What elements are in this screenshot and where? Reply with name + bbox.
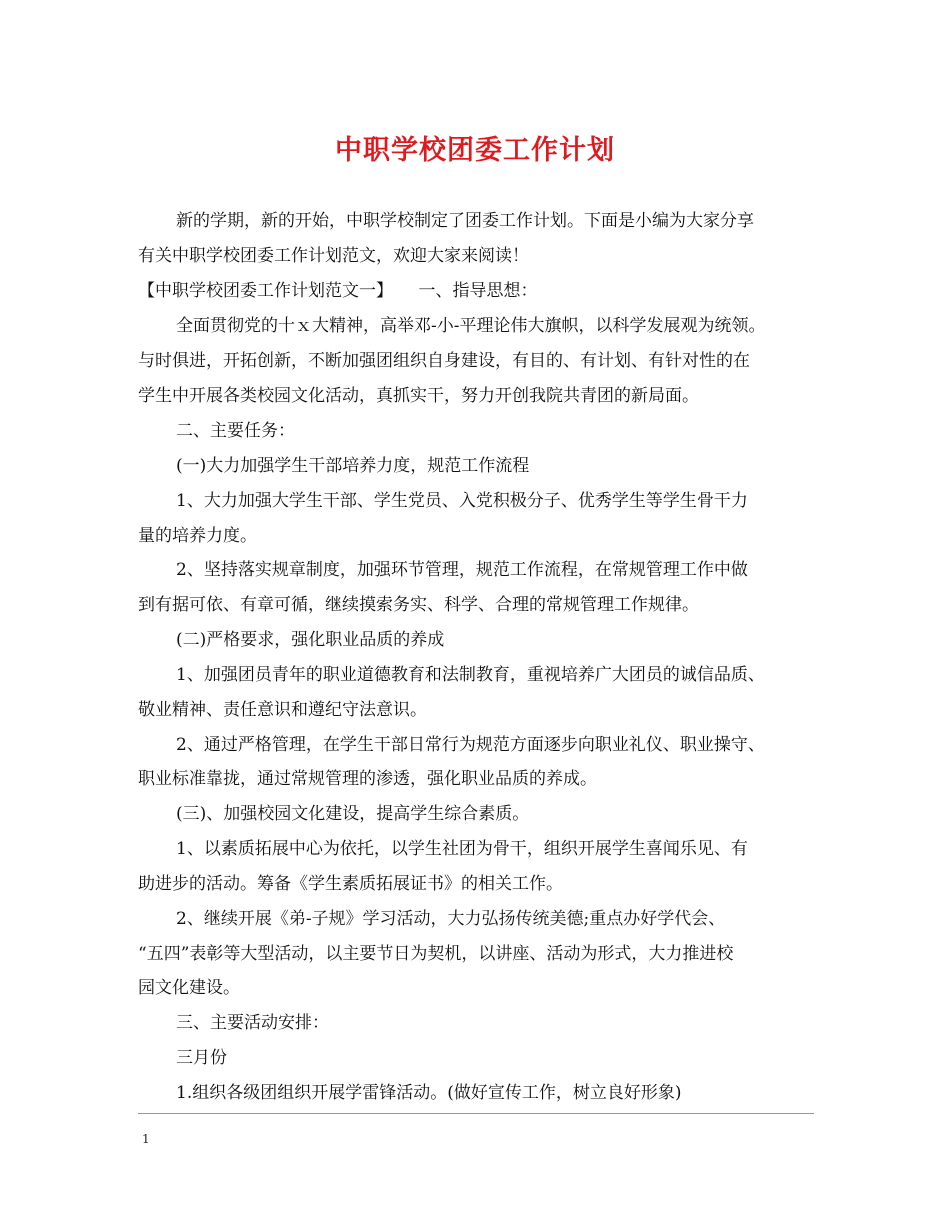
body-line: 2、继续开展《弟-子规》学习活动，大力弘扬传统美德;重点办好学代会、: [176, 909, 726, 929]
body-line: 助进步的活动。筹备《学生素质拓展证书》的相关工作。: [138, 874, 563, 894]
body-line: 1、加强团员青年的职业道德教育和法制教育，重视培养广大团员的诚信品质、: [176, 665, 765, 685]
body-line: 【中职学校团委工作计划范文一】 一、指导思想：: [138, 281, 538, 301]
month-heading: 三月份: [176, 1048, 227, 1068]
body-line: 1.组织各级团组织开展学雷锋活动。(做好宣传工作，树立良好形象): [176, 1083, 682, 1103]
body-line: 1、大力加强大学生干部、学生党员、入党积极分子、优秀学生等学生骨干力: [176, 491, 748, 511]
subsection-heading: (一)大力加强学生干部培养力度，规范工作流程: [176, 456, 530, 476]
body-line: 全面贯彻党的十ｘ大精神，高举邓-小-平理论伟大旗帜，以科学发展观为统领。: [176, 316, 766, 336]
footer-divider: [138, 1113, 814, 1114]
section-heading: 三、主要活动安排：: [176, 1013, 329, 1033]
subsection-heading: (二)严格要求，强化职业品质的养成: [176, 630, 445, 650]
body-line: 园文化建设。: [138, 978, 240, 998]
body-line: 学生中开展各类校园文化活动，真抓实干，努力开创我院共青团的新局面。: [138, 386, 699, 406]
body-line: 2、通过严格管理，在学生干部日常行为规范方面逐步向职业礼仪、职业操守、: [176, 735, 765, 755]
body-line: 1、以素质拓展中心为依托，以学生社团为骨干，组织开展学生喜闻乐见、有: [176, 839, 748, 859]
body-line: 量的培养力度。: [138, 526, 257, 546]
body-line: 到有据可依、有章可循，继续摸索务实、科学、合理的常规管理工作规律。: [138, 595, 699, 615]
body-line: “五四”表彰等大型活动，以主要节日为契机，以讲座、活动为形式，大力推进校: [138, 944, 734, 964]
body-line: 与时俱进，开拓创新，不断加强团组织自身建设，有目的、有计划、有针对性的在: [138, 351, 750, 371]
page-number: 1: [142, 1132, 150, 1146]
body-line: 2、坚持落实规章制度，加强环节管理，规范工作流程，在常规管理工作中做: [176, 560, 748, 580]
body-line: 有关中职学校团委工作计划范文，欢迎大家来阅读！: [138, 246, 529, 266]
subsection-heading: (三)、加强校园文化建设，提高学生综合素质。: [176, 804, 530, 824]
document-title: 中职学校团委工作计划: [335, 135, 615, 166]
section-heading: 二、主要任务：: [176, 421, 295, 441]
body-line: 新的学期，新的开始，中职学校制定了团委工作计划。下面是小编为大家分享: [176, 211, 754, 231]
body-line: 职业标准靠拢，通过常规管理的渗透，强化职业品质的养成。: [138, 769, 597, 789]
body-line: 敬业精神、责任意识和遵纪守法意识。: [138, 700, 427, 720]
